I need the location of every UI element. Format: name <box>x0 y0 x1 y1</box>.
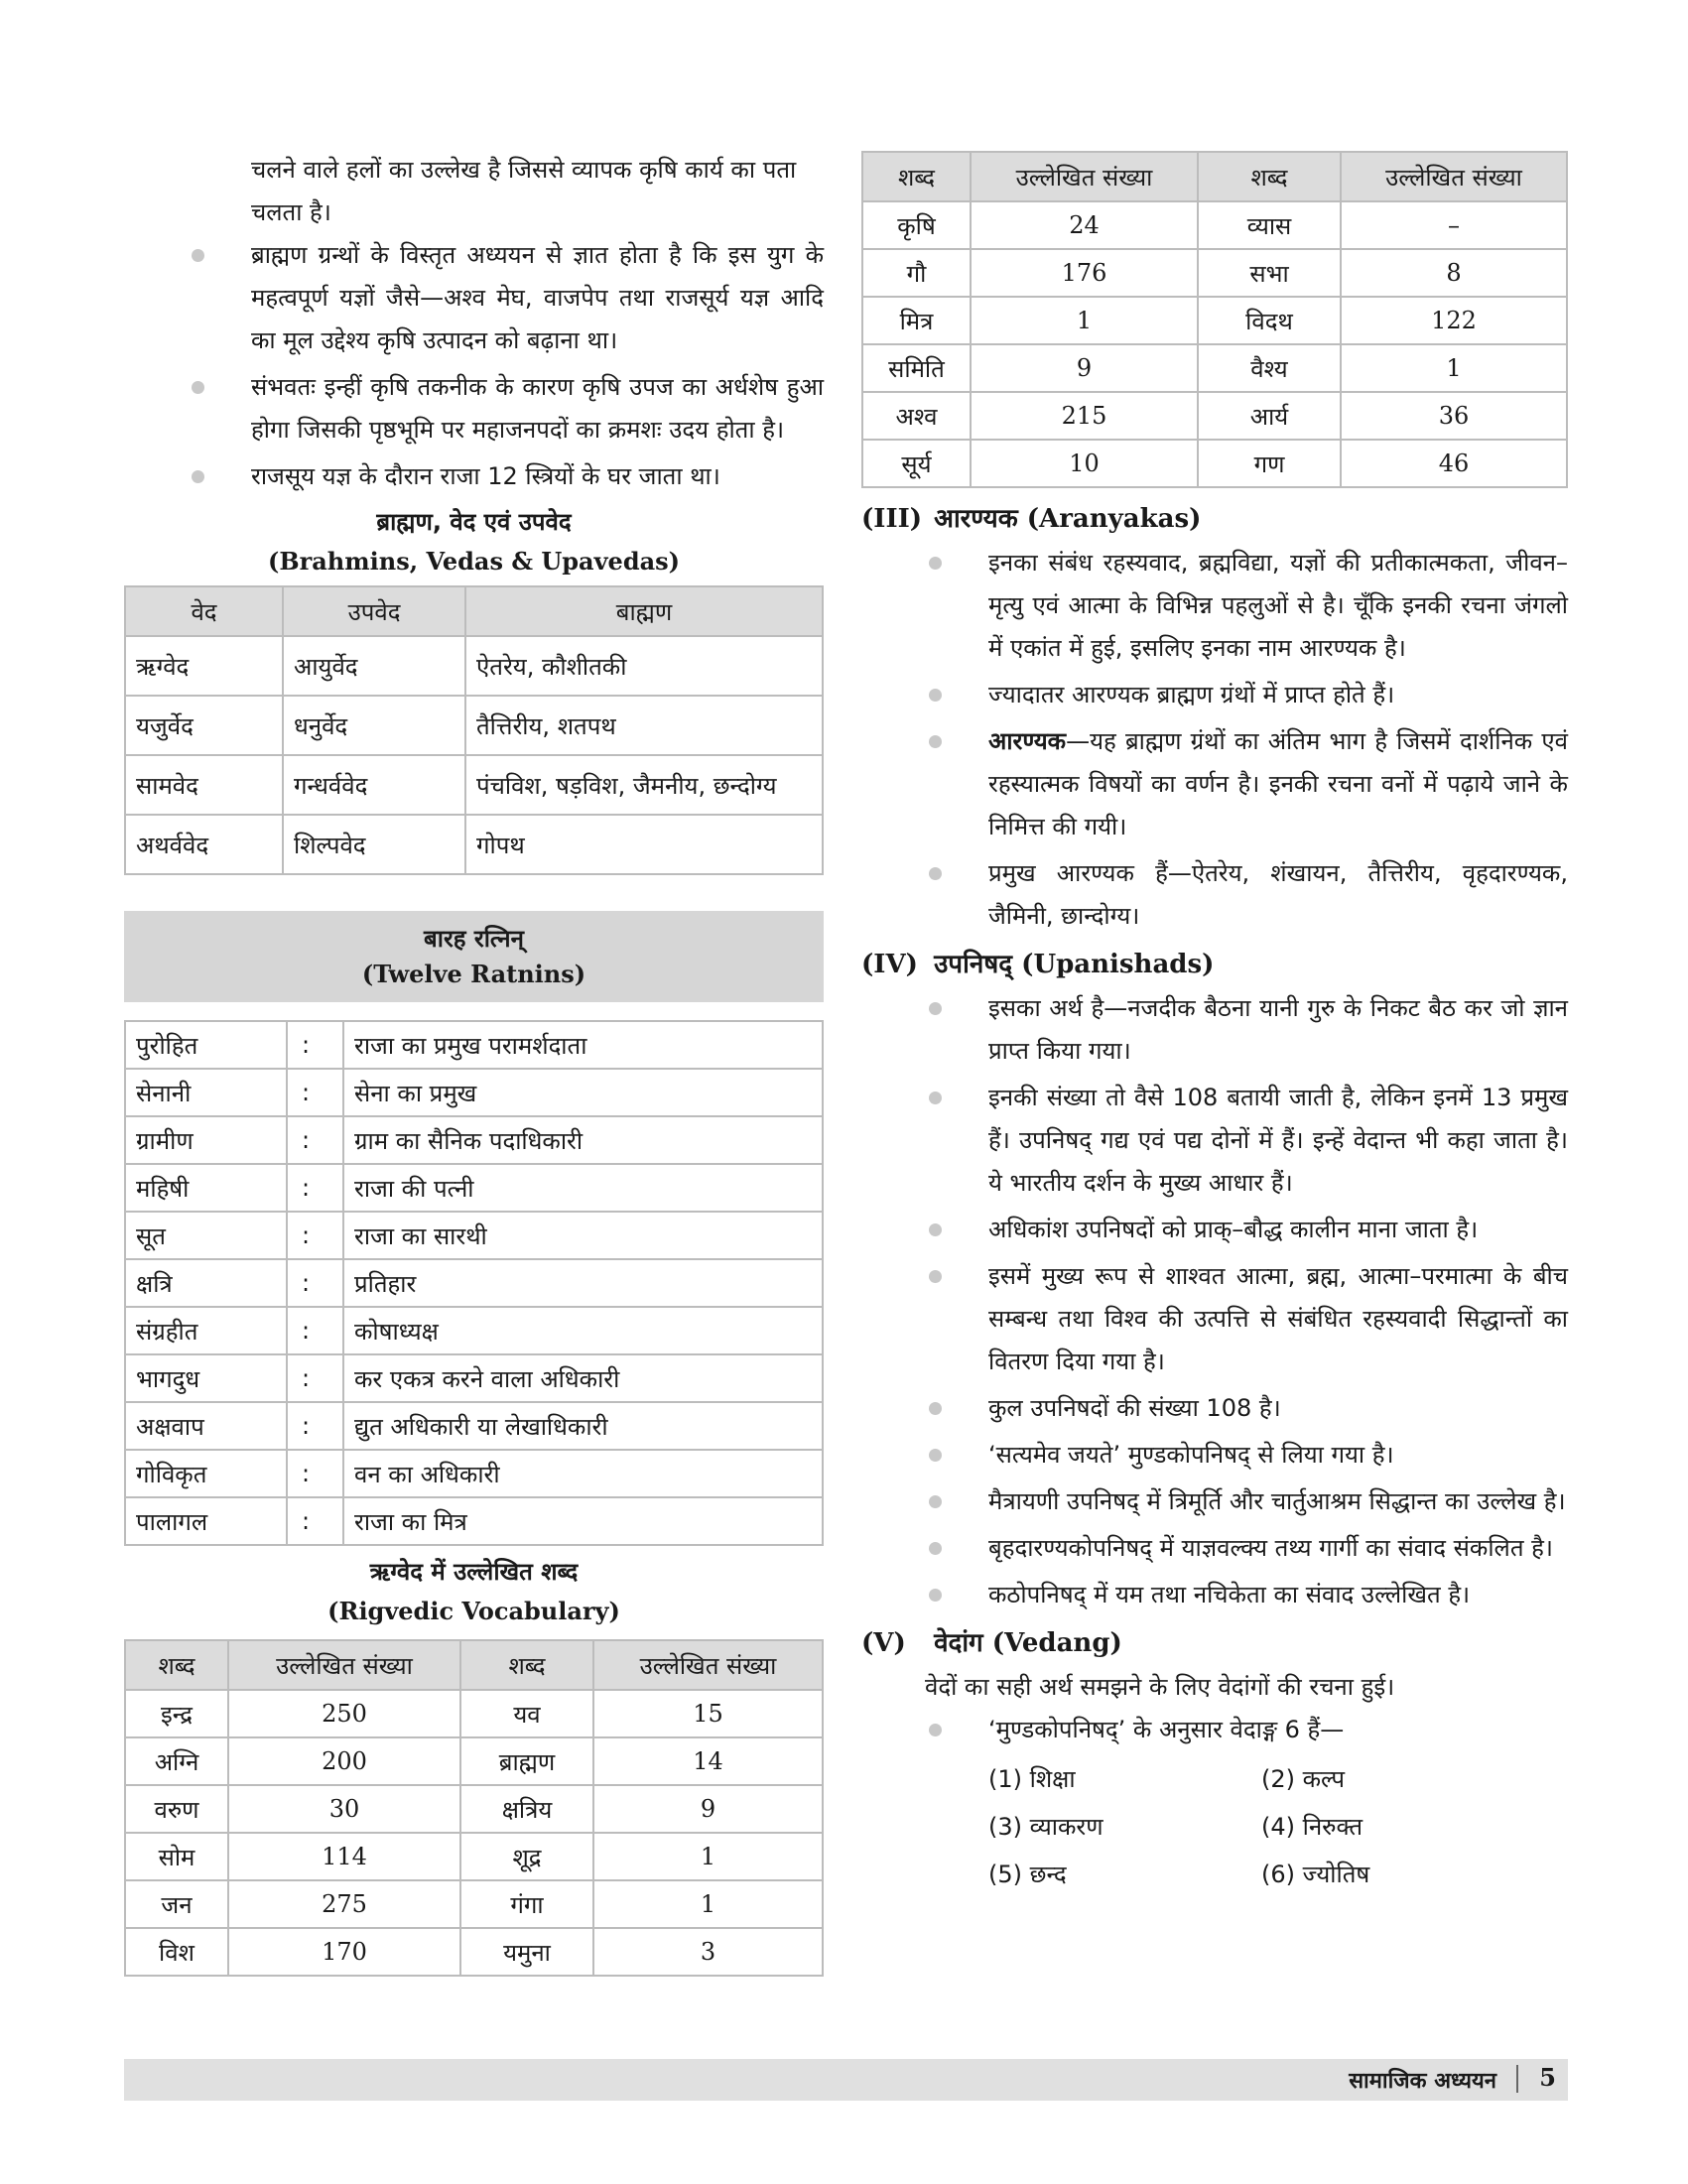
table-row <box>125 1116 823 1164</box>
table-cell: ऋग्वेद <box>125 636 283 696</box>
section-title-en: (Vedang) <box>991 1628 1122 1658</box>
ratnin-meaning: राजा की पत्नी <box>343 1164 823 1212</box>
section-title: आरण्यक <box>934 504 1018 534</box>
vedang-item: (4) निरुक्त <box>1261 1813 1363 1841</box>
bullet-text: —यह ब्राह्मण ग्रंथों का अंतिम भाग है जिसमें दार्शनिक एवं रहस्यात्मक विषयों का वर्णन है। इनकी रचना वनों में पढ़ाये जाने के निमित्त की गयी। <box>988 727 1568 840</box>
list-item: प्रमुख आरण्यक हैं—ऐतरेय, शंखायन, तैत्तिरीय, वृहदारण्यक, जैमिनी, छान्दोग्य। <box>861 852 1568 938</box>
ratnin-meaning: राजा का मित्र <box>343 1497 823 1545</box>
table-cell: 1 <box>971 297 1198 344</box>
table-cell: 15 <box>593 1690 823 1737</box>
section-title: वेदांग <box>934 1628 983 1658</box>
table-cell: 122 <box>1341 297 1567 344</box>
table-cell: सूर्य <box>862 440 971 487</box>
table-cell: जन <box>125 1880 228 1928</box>
table-cell: वैश्य <box>1198 344 1341 392</box>
colon: : <box>287 1450 343 1497</box>
table-row <box>125 1212 823 1259</box>
table-cell: मित्र <box>862 297 971 344</box>
list-item <box>861 720 1568 848</box>
section-title: उपनिषद् <box>934 950 1013 979</box>
table-row <box>125 1690 823 1737</box>
table-header: उल्लेखित संख्या <box>228 1640 460 1690</box>
list-item: मैत्रायणी उपनिषद् में त्रिमूर्ति और चार्तुआश्रम सिद्धान्त का उल्लेख है। <box>861 1480 1568 1523</box>
section-aranyakas-heading <box>861 496 1568 542</box>
table-cell: अथर्ववेद <box>125 815 283 874</box>
table-row <box>125 1164 823 1212</box>
list-item: कठोपनिषद् में यम तथा नचिकेता का संवाद उल्लेखित है। <box>861 1574 1568 1616</box>
vedang-items <box>861 1755 1568 1898</box>
section-vedang-heading <box>861 1620 1568 1666</box>
table-cell: गोपथ <box>465 815 823 874</box>
table-cell: 200 <box>228 1737 460 1785</box>
table-cell: 176 <box>971 249 1198 297</box>
table-row <box>125 1450 823 1497</box>
vedang-item: (5) छन्द <box>988 1861 1067 1888</box>
vocab-table-title: ऋग्वेद में उल्लेखित शब्द <box>369 1558 579 1586</box>
ratnin-term: सेनानी <box>125 1069 287 1116</box>
table-cell: धनुर्वेद <box>283 696 465 755</box>
table-cell: कृषि <box>862 201 971 249</box>
list-item: इसमें मुख्य रूप से शाश्वत आत्मा, ब्रह्म, आत्मा–परमात्मा के बीच सम्बन्ध तथा विश्व की उत्पत्ति से संबंधित रहस्यवादी सिद्धान्तों का वितरण दिया गया है। <box>861 1255 1568 1383</box>
ratnin-title: बारह रत्निन् <box>424 925 524 953</box>
table-cell: सभा <box>1198 249 1341 297</box>
intro-continuation: चलने वाले हलों का उल्लेख है जिससे व्यापक कृषि कार्य का पता चलता है। <box>251 156 797 226</box>
vocab-table-right <box>861 151 1568 488</box>
vedang-item: (3) व्याकरण <box>988 1813 1104 1841</box>
ratnin-meaning: सेना का प्रमुख <box>343 1069 823 1116</box>
table-cell: 10 <box>971 440 1198 487</box>
table-cell: इन्द्र <box>125 1690 228 1737</box>
ratnin-meaning: ग्राम का सैनिक पदाधिकारी <box>343 1116 823 1164</box>
list-item: ज्यादातर आरण्यक ब्राह्मण ग्रंथों में प्राप्त होते हैं। <box>861 674 1568 716</box>
table-header: वेद <box>125 586 283 636</box>
colon: : <box>287 1259 343 1307</box>
left-bullet-list <box>124 234 824 498</box>
colon: : <box>287 1212 343 1259</box>
table-row <box>125 815 823 874</box>
table-cell: पंचविश, षड़विश, जैमनीय, छन्दोग्य <box>465 755 823 815</box>
table-row <box>125 1880 823 1928</box>
ratnin-meaning: राजा का सारथी <box>343 1212 823 1259</box>
vocab-table-left <box>124 1639 824 1977</box>
table-cell: अश्व <box>862 392 971 440</box>
table-cell: 46 <box>1341 440 1567 487</box>
ratnin-term: गोविकृत <box>125 1450 287 1497</box>
ratnin-subtitle: (Twelve Ratnins) <box>361 960 586 988</box>
table-header: उल्लेखित संख्या <box>593 1640 823 1690</box>
table-cell: – <box>1341 201 1567 249</box>
list-item: कुल उपनिषदों की संख्या 108 है। <box>861 1387 1568 1430</box>
aranyakas-list <box>861 542 1568 938</box>
table-cell: 3 <box>593 1928 823 1976</box>
ratnin-term: सूत <box>125 1212 287 1259</box>
table-cell: 36 <box>1341 392 1567 440</box>
table-cell: 30 <box>228 1785 460 1833</box>
left-column <box>124 149 824 1977</box>
page-footer <box>124 2059 1568 2101</box>
list-item: इसका अर्थ है—नजदीक बैठना यानी गुरु के निकट बैठ कर जो ज्ञान प्राप्त किया गया। <box>861 987 1568 1073</box>
table-row <box>125 1833 823 1880</box>
vedang-list <box>861 1709 1568 1751</box>
colon: : <box>287 1307 343 1354</box>
table-cell: गंगा <box>460 1880 593 1928</box>
table-cell: 24 <box>971 201 1198 249</box>
upanishads-list <box>861 987 1568 1616</box>
table-cell: 9 <box>971 344 1198 392</box>
table-cell: 250 <box>228 1690 460 1737</box>
table-cell: आर्य <box>1198 392 1341 440</box>
ratnin-term: भागदुध <box>125 1354 287 1402</box>
list-item: संभवतः इन्हीं कृषि तकनीक के कारण कृषि उपज का अर्धशेष हुआ होगा जिसकी पृष्ठभूमि पर महाजनपदों का क्रमशः उदय होता है। <box>124 366 824 451</box>
table-row <box>862 344 1567 392</box>
ratnin-meaning: कर एकत्र करने वाला अधिकारी <box>343 1354 823 1402</box>
ratnin-term: अक्षवाप <box>125 1402 287 1450</box>
list-item: अधिकांश उपनिषदों को प्राक्–बौद्ध कालीन माना जाता है। <box>861 1209 1568 1251</box>
colon: : <box>287 1354 343 1402</box>
table-cell: शूद्र <box>460 1833 593 1880</box>
brahmin-table-title: ब्राह्मण, वेद एवं उपवेद <box>376 508 572 536</box>
colon: : <box>287 1402 343 1450</box>
section-upanishads-heading <box>861 942 1568 987</box>
ratnin-term: पुरोहित <box>125 1021 287 1069</box>
table-cell: 1 <box>1341 344 1567 392</box>
section-number: (V) <box>861 1628 906 1658</box>
colon: : <box>287 1497 343 1545</box>
table-cell: व्यास <box>1198 201 1341 249</box>
list-item: इनका संबंध रहस्यवाद, ब्रह्मविद्या, यज्ञों की प्रतीकात्मकता, जीवन–मृत्यु एवं आत्मा के विभिन्न पहलुओं से है। चूँकि इनकी रचना जंगलो में एकांत में हुई, इसलिए इनका नाम आरण्यक है। <box>861 542 1568 670</box>
brahmin-table-subtitle: (Brahmins, Vedas & Upavedas) <box>267 547 681 576</box>
vedang-item: (6) ज्योतिष <box>1261 1861 1370 1888</box>
table-cell: अग्नि <box>125 1737 228 1785</box>
ratnin-meaning: राजा का प्रमुख परामर्शदाता <box>343 1021 823 1069</box>
ratnin-term: क्षत्रि <box>125 1259 287 1307</box>
ratnin-term: महिषी <box>125 1164 287 1212</box>
ratnin-term: पालागल <box>125 1497 287 1545</box>
list-item: इनकी संख्या तो वैसे 108 बतायी जाती है, लेकिन इनमें 13 प्रमुख हैं। उपनिषद् गद्य एवं पद्य दोनों में हैं। इन्हें वेदान्त भी कहा जाता है। ये भारतीय दर्शन के मुख्य आधार हैं। <box>861 1077 1568 1205</box>
table-cell: 1 <box>593 1833 823 1880</box>
ratnin-meaning: कोषाध्यक्ष <box>343 1307 823 1354</box>
table-cell: 1 <box>593 1880 823 1928</box>
table-row <box>125 1928 823 1976</box>
table-cell: ऐतरेय, कौशीतकी <box>465 636 823 696</box>
table-cell: विदथ <box>1198 297 1341 344</box>
list-item: राजसूय यज्ञ के दौरान राजा 12 स्त्रियों के घर जाता था। <box>124 455 824 498</box>
section-number: (IV) <box>861 950 918 979</box>
table-cell: गण <box>1198 440 1341 487</box>
table-cell: 275 <box>228 1880 460 1928</box>
table-row <box>125 1497 823 1545</box>
ratnin-meaning: वन का अधिकारी <box>343 1450 823 1497</box>
ratnin-term: ग्रामीण <box>125 1116 287 1164</box>
table-row <box>125 1354 823 1402</box>
vedang-item: (2) कल्प <box>1261 1765 1345 1793</box>
vedang-intro: वेदों का सही अर्थ समझने के लिए वेदांगों की रचना हुई। <box>925 1673 1395 1701</box>
table-row <box>125 636 823 696</box>
table-header: शब्द <box>1198 152 1341 201</box>
ratnin-meaning: द्युत अधिकारी या लेखाधिकारी <box>343 1402 823 1450</box>
table-cell: शिल्पवेद <box>283 815 465 874</box>
table-cell: 14 <box>593 1737 823 1785</box>
list-item: ब्राह्मण ग्रन्थों के विस्तृत अध्ययन से ज्ञात होता है कि इस युग के महत्वपूर्ण यज्ञों जैसे—अश्व मेघ, वाजपेप तथा राजसूर्य यज्ञ आदि का मूल उद्देश्य कृषि उत्पादन को बढ़ाना था। <box>124 234 824 362</box>
table-row <box>125 1307 823 1354</box>
table-row <box>125 1021 823 1069</box>
right-column <box>861 151 1568 1898</box>
table-cell: 114 <box>228 1833 460 1880</box>
ratnin-header <box>124 911 824 1002</box>
table-row <box>862 440 1567 487</box>
table-row <box>125 1069 823 1116</box>
table-cell: आयुर्वेद <box>283 636 465 696</box>
table-row <box>125 1259 823 1307</box>
table-cell: विश <box>125 1928 228 1976</box>
list-item: बृहदारण्यकोपनिषद् में याज्ञवल्क्य तथ्य गार्गी का संवाद संकलित है। <box>861 1527 1568 1570</box>
table-header: उल्लेखित संख्या <box>971 152 1198 201</box>
ratnin-meaning: प्रतिहार <box>343 1259 823 1307</box>
table-row <box>862 249 1567 297</box>
table-row <box>125 755 823 815</box>
section-title-en: (Aranyakas) <box>1026 504 1202 534</box>
brahmin-veda-table <box>124 585 824 875</box>
list-item: ‘मुण्डकोपनिषद्’ के अनुसार वेदाङ्ग 6 हैं— <box>861 1709 1568 1751</box>
table-cell: 8 <box>1341 249 1567 297</box>
table-row <box>862 392 1567 440</box>
table-header: शब्द <box>862 152 971 201</box>
table-header: शब्द <box>460 1640 593 1690</box>
colon: : <box>287 1069 343 1116</box>
table-cell: 215 <box>971 392 1198 440</box>
table-header: उल्लेखित संख्या <box>1341 152 1567 201</box>
table-cell: यजुर्वेद <box>125 696 283 755</box>
footer-divider <box>1516 2065 1518 2093</box>
ratnin-table <box>124 1020 824 1546</box>
page-number: 5 <box>1539 2063 1556 2092</box>
section-title-en: (Upanishads) <box>1021 950 1215 979</box>
table-cell: यमुना <box>460 1928 593 1976</box>
table-cell: वरुण <box>125 1785 228 1833</box>
table-row <box>125 1785 823 1833</box>
vedang-item: (1) शिक्षा <box>988 1765 1076 1793</box>
ratnin-term: संग्रहीत <box>125 1307 287 1354</box>
bold-lead: आरण्यक <box>988 727 1067 755</box>
table-row <box>862 297 1567 344</box>
table-row <box>125 1737 823 1785</box>
table-header: उपवेद <box>283 586 465 636</box>
table-cell: 9 <box>593 1785 823 1833</box>
table-header: बाह्मण <box>465 586 823 636</box>
table-header: शब्द <box>125 1640 228 1690</box>
table-cell: सामवेद <box>125 755 283 815</box>
table-cell: यव <box>460 1690 593 1737</box>
table-cell: सोम <box>125 1833 228 1880</box>
vocab-table-subtitle: (Rigvedic Vocabulary) <box>327 1597 620 1625</box>
subject-label: सामाजिक अध्ययन <box>1349 2069 1496 2094</box>
colon: : <box>287 1116 343 1164</box>
table-cell: ब्राह्मण <box>460 1737 593 1785</box>
colon: : <box>287 1021 343 1069</box>
table-cell: गौ <box>862 249 971 297</box>
section-number: (III) <box>861 504 923 534</box>
table-row <box>125 1402 823 1450</box>
table-cell: तैत्तिरीय, शतपथ <box>465 696 823 755</box>
table-cell: समिति <box>862 344 971 392</box>
table-cell: क्षत्रिय <box>460 1785 593 1833</box>
table-cell: 170 <box>228 1928 460 1976</box>
table-row <box>125 696 823 755</box>
table-row <box>862 201 1567 249</box>
list-item: ‘सत्यमेव जयते’ मुण्डकोपनिषद् से लिया गया है। <box>861 1434 1568 1477</box>
table-cell: गन्धर्ववेद <box>283 755 465 815</box>
colon: : <box>287 1164 343 1212</box>
